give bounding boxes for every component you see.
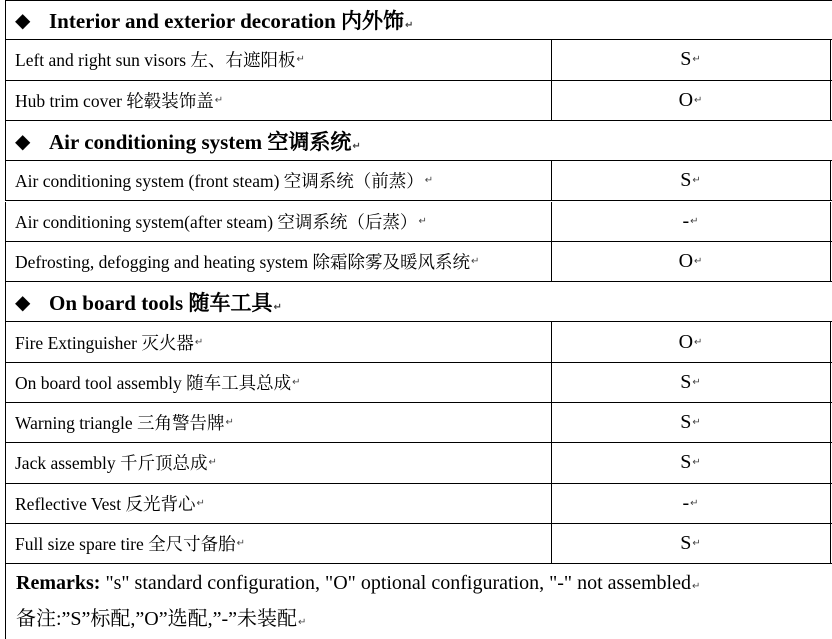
- section-header: [5, 0, 832, 40]
- item-value-text: S: [680, 370, 692, 393]
- item-label: [15, 403, 234, 442]
- item-value: [552, 443, 829, 482]
- column-divider: [830, 81, 831, 120]
- column-divider: [830, 484, 831, 523]
- item-label: [15, 484, 205, 523]
- column-divider: [830, 403, 831, 442]
- item-value-text: -: [682, 209, 690, 232]
- item-value: [552, 81, 829, 120]
- item-label-text: Jack assembly 千斤顶总成: [15, 453, 208, 474]
- paragraph-mark-icon: ↵: [694, 336, 703, 348]
- table-row: [5, 40, 832, 80]
- diamond-bullet-icon: ◆: [15, 289, 31, 314]
- section-title: Air conditioning system 空调系统↵: [49, 129, 361, 154]
- paragraph-mark-icon: ↵: [298, 617, 307, 628]
- item-label-text: Reflective Vest 反光背心: [15, 493, 196, 514]
- item-value-text: O: [678, 249, 694, 272]
- section-title: On board tools 随车工具↵: [49, 290, 282, 315]
- item-label: [15, 81, 223, 120]
- column-divider: [830, 242, 831, 281]
- item-value-text: S: [680, 451, 692, 474]
- paragraph-mark-icon: ↵: [214, 94, 224, 106]
- table-row: [5, 242, 832, 282]
- paragraph-mark-icon: ↵: [692, 376, 701, 388]
- column-divider: [830, 40, 831, 79]
- item-label-text: On board tool assembly 随车工具总成: [15, 372, 292, 393]
- item-label-text: Hub trim cover 轮毂装饰盖: [15, 90, 214, 111]
- item-value: [552, 322, 829, 361]
- item-value: [552, 484, 829, 523]
- paragraph-mark-icon: ↵: [296, 54, 305, 66]
- column-divider: [830, 524, 831, 563]
- remarks-label: Remarks:: [16, 572, 101, 594]
- item-label-text: Defrosting, defogging and heating system 除霜除雾及暖风系统: [15, 251, 470, 272]
- paragraph-mark-icon: ↵: [424, 175, 434, 187]
- paragraph-mark-icon: ↵: [194, 336, 204, 348]
- table-row: [5, 363, 832, 403]
- paragraph-mark-icon: ↵: [690, 215, 699, 227]
- item-value: [552, 202, 829, 241]
- column-divider: [830, 363, 831, 402]
- column-divider: [830, 161, 831, 200]
- paragraph-mark-icon: ↵: [692, 54, 701, 66]
- table-row: [5, 81, 832, 121]
- item-value-text: -: [682, 491, 690, 514]
- paragraph-mark-icon: ↵: [208, 457, 217, 469]
- paragraph-mark-icon: ↵: [418, 215, 427, 227]
- remarks-block: [5, 564, 832, 639]
- paragraph-mark-icon: ↵: [352, 140, 361, 152]
- item-value: [552, 524, 829, 563]
- paragraph-mark-icon: ↵: [236, 538, 246, 550]
- item-value-text: S: [680, 532, 692, 555]
- paragraph-mark-icon: ↵: [694, 255, 703, 267]
- remarks-line: [16, 572, 700, 595]
- paragraph-mark-icon: ↵: [225, 417, 234, 429]
- item-value-text: S: [680, 48, 692, 71]
- item-value: [552, 363, 829, 402]
- item-value-text: S: [680, 169, 692, 192]
- item-label: [15, 322, 203, 361]
- item-label-text: Warning triangle 三角警告牌: [15, 413, 225, 434]
- remarks-chinese: [16, 602, 306, 631]
- item-label: [15, 202, 427, 241]
- item-value-text: O: [678, 330, 694, 353]
- item-label: [15, 161, 433, 200]
- paragraph-mark-icon: ↵: [690, 497, 699, 509]
- item-label-text: Left and right sun visors 左、右遮阳板: [15, 50, 296, 71]
- item-value: [552, 242, 829, 281]
- item-label-text: Fire Extinguisher 灭火器: [15, 332, 194, 353]
- section-header: [5, 121, 832, 161]
- paragraph-mark-icon: ↵: [694, 94, 703, 106]
- item-value: [552, 403, 829, 442]
- paragraph-mark-icon: ↵: [692, 175, 701, 187]
- item-label-text: Full size spare tire 全尺寸备胎: [15, 534, 236, 555]
- paragraph-mark-icon: ↵: [196, 497, 205, 509]
- table-row: [5, 484, 832, 524]
- column-divider: [830, 202, 831, 241]
- item-value-text: S: [680, 411, 692, 434]
- item-label: [15, 363, 300, 402]
- column-divider: [830, 443, 831, 482]
- table-row: [5, 443, 832, 483]
- column-divider: [830, 322, 831, 361]
- item-value: [552, 40, 829, 79]
- paragraph-mark-icon: ↵: [691, 581, 701, 592]
- section-title: Interior and exterior decoration 内外饰↵: [49, 9, 414, 34]
- paragraph-mark-icon: ↵: [470, 255, 480, 267]
- paragraph-mark-icon: ↵: [273, 301, 282, 313]
- paragraph-mark-icon: ↵: [692, 538, 701, 550]
- remarks-chinese-text: 备注:”S”标配,”O”选配,”-”未装配: [16, 608, 298, 630]
- table-row: [5, 524, 832, 564]
- table-row: [5, 403, 832, 443]
- paragraph-mark-icon: ↵: [692, 457, 701, 469]
- item-label: [15, 443, 217, 482]
- diamond-bullet-icon: ◆: [15, 128, 31, 153]
- item-label: [15, 524, 245, 563]
- table-row: [5, 161, 832, 201]
- table-row: [5, 322, 832, 362]
- paragraph-mark-icon: ↵: [292, 376, 301, 388]
- item-label: [15, 242, 479, 281]
- paragraph-mark-icon: ↵: [692, 417, 701, 429]
- item-label-text: Air conditioning system (front steam) 空调系统（前蒸）: [15, 171, 424, 192]
- item-label: [15, 40, 305, 79]
- section-header: [5, 282, 832, 322]
- table-row: [5, 202, 832, 242]
- paragraph-mark-icon: ↵: [405, 20, 414, 32]
- diamond-bullet-icon: ◆: [15, 8, 31, 33]
- remarks-text: "s" standard configuration, "O" optional configuration, "-" not assembled: [100, 572, 691, 594]
- item-label-text: Air conditioning system(after steam) 空调系统（后蒸）: [15, 211, 418, 232]
- item-value: [552, 161, 829, 200]
- item-value-text: O: [678, 88, 694, 111]
